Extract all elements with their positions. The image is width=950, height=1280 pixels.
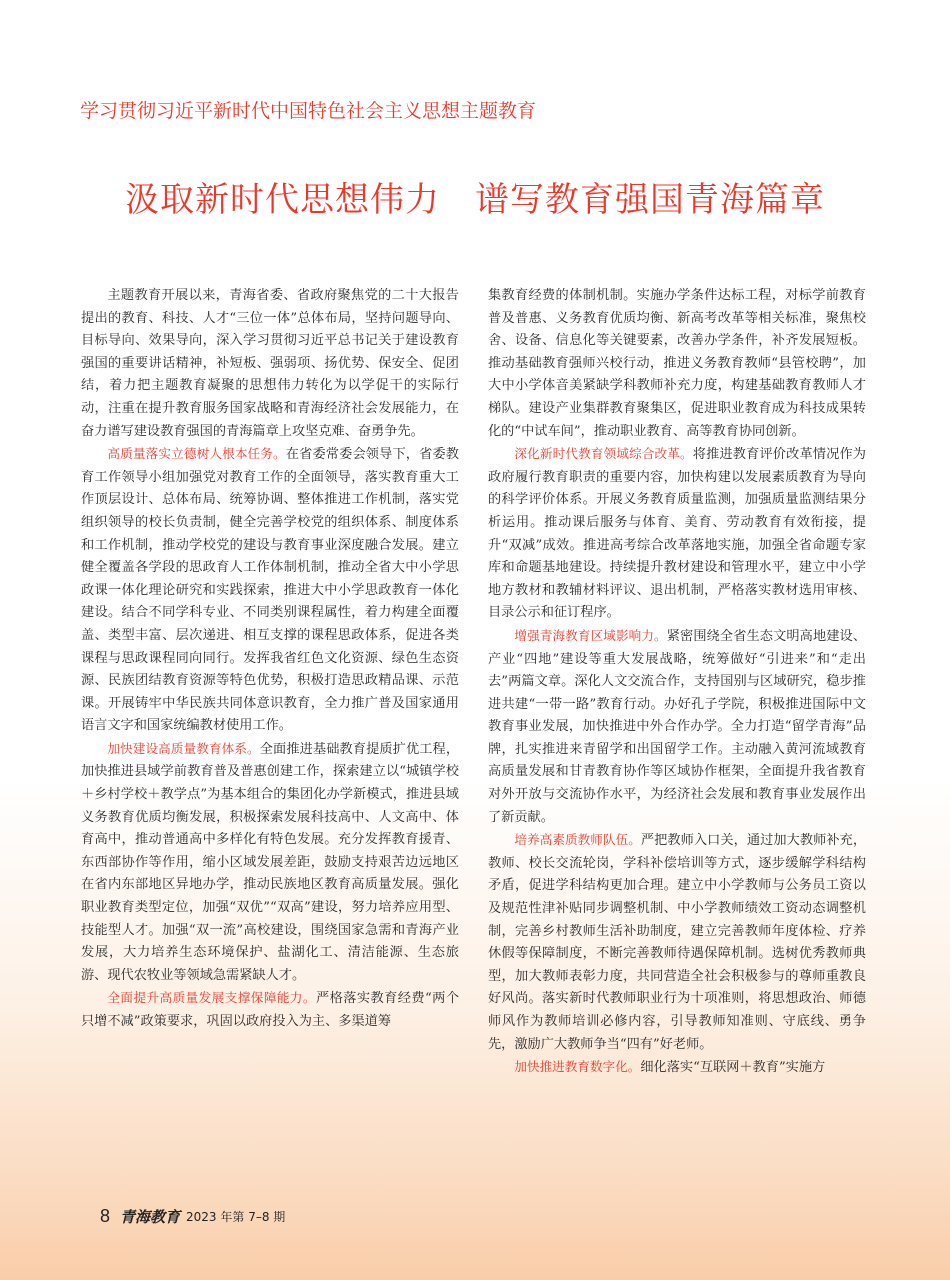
- section-paragraph: [488, 625, 866, 829]
- section-body: 在省委常委会领导下，省委教育工作领导小组加强党对教育工作的全面领导，落实教育重大工作顶层设计、总体布局、统筹协调、整体推进工作机制，落实党组织领导的校长负责制，健全完善学校党的组织体系、制度体系和工作机制，推动学校党的建设与教育事业深度融合发展。建立健全覆盖各学段的思政育人工作体制机制，推动全省大中小学思政课一体化理论研究和实践探索，推进大中小学思政教育一体化建设。结合不同学科专业、不同类别课程属性，着力构建全面覆盖、类型丰富、层次递进、相互支撑的课程思政体系，促进各类课程与思政课程同向同行。发挥我省红色文化资源、绿色生态资源、民族团结教育资源等特色优势，积极打造思政精品课、示范课。开展铸牢中华民族共同体意识教育，全力推广普及国家通用语言文字和国家统编教材使用工作。: [81, 447, 459, 734]
- section-heading: 培养高素质教师队伍。: [514, 832, 641, 848]
- section-paragraph: [81, 987, 459, 1033]
- section-body: 将推进教育评价改革情况作为政府履行教育职责的重要内容，加快构建以发展素质教育为导向的科学评价体系。开展义务教育质量监测，加强质量监测结果分析运用。推动课后服务与体育、美育、劳动教育有效衔接，提升“双减”成效。推进高考综合改革落地实施，加强全省命题专家库和命题基地建设。持续提升教材建设和管理水平，建立中小学地方教材和教辅材料评议、退出机制，严格落实教材选用审核、目录公示和征订程序。: [488, 447, 866, 621]
- section-heading: 深化新时代教育领域综合改革。: [514, 446, 693, 462]
- section-body: 紧密围绕全省生态文明高地建设、产业“四地”建设等重大发展战略，统筹做好“引进来”和“走出去”两篇文章。深化人文交流合作，支持国别与区域研究，稳步推进共建“一带一路”教育行动。办好孔子学院，积极推进国际中文教育事业发展，加快推进中外合作办学。全力打造“留学青海”品牌，扎实推进来青留学和出国留学工作。主动融入黄河流域教育高质量发展和甘青教育协作等区域协作框架，全面提升我省教育对外开放与交流协作水平，为经济社会发展和教育事业发展作出了新贡献。: [488, 628, 866, 825]
- section-heading: 加快推进教育数字化。: [514, 1059, 641, 1075]
- section-paragraph: [488, 1056, 866, 1080]
- left-column: [81, 285, 459, 1034]
- series-header: 学习贯彻习近平新时代中国特色社会主义思想主题教育: [80, 100, 537, 122]
- intro-paragraph: 主题教育开展以来，青海省委、省政府聚焦党的二十大报告提出的教育、科技、人才“三位一体”总体布局，坚持问题导向、目标导向、效果导向，深入学习贯彻习近平总书记关于建设教育强国的重要讲话精神，补短板、强弱项、扬优势、保安全、促团结，着力把主题教育凝聚的思想伟力转化为以学促干的实际行动，注重在提升教育服务国家战略和青海经济社会发展能力，在奋力谱写建设教育强国的青海篇章上攻坚克难、奋勇争先。: [81, 288, 459, 439]
- magazine-logo: 青海教育: [120, 1207, 181, 1226]
- section-paragraph: [488, 443, 866, 625]
- section-paragraph: [81, 738, 459, 988]
- section-heading: 加快建设高质量教育体系。: [107, 740, 260, 756]
- page-number: 8: [100, 1205, 111, 1226]
- issue-label: 2023 年第 7–8 期: [186, 1209, 286, 1224]
- section-heading: 全面提升高质量发展支撑保障能力。: [107, 990, 316, 1006]
- section-body: 细化落实“互联网＋教育”实施方: [640, 1060, 826, 1076]
- right-column: [488, 285, 866, 1080]
- section-body: 严把教师入口关，通过加大教师补充，教师、校长交流轮岗，学科补偿培训等方式，逐步缓解学科结构矛盾，促进学科结构更加合理。建立中小学教师与公务员工资以及规范性津补贴同步调整机制、中小学教师绩效工资动态调整机制，完善乡村教师生活补助制度，建立完善教师年度体检、疗养休假等保障制度，不断完善教师待遇保障机制。选树优秀教师典型，加大教师表彰力度，共同营造全社会积极参与的尊师重教良好风尚。落实新时代教师职业行为十项准则，将思想政治、师德师风作为教师培训必修内容，引导教师知准则、守底线、勇争先，激励广大教师争当“四有”好老师。: [488, 833, 867, 1052]
- continued-paragraph: 集教育经费的体制机制。实施办学条件达标工程，对标学前教育普及普惠、义务教育优质均衡、新高考改革等相关标准，聚焦校舍、设备、信息化等关键要素，改善办学条件，补齐发展短板。推动基础教育强师兴校行动，推进义务教育教师“县管校聘”，加大中小学体音美紧缺学科教师补充力度，构建基础教育教师人才梯队。建设产业集群教育聚集区，促进职业教育成为科技成果转化的“中试车间”，推动职业教育、高等教育协同创新。: [488, 288, 866, 439]
- section-body: 严格落实教育经费“两个只增不减”政策要求，巩固以政府投入为主、多渠道筹: [81, 991, 460, 1029]
- section-paragraph: [488, 829, 866, 1056]
- section-body: 全面推进基础教育提质扩优工程，加快推进县域学前教育普及普惠创建工作，探索建立以“城镇学校＋乡村学校＋教学点”为基本组合的集团化办学新模式，推进县域义务教育优质均衡发展，积极探索发展科技高中、人文高中、体育高中，推动普通高中多样化有特色发展。充分发挥教育援青、东西部协作等作用，缩小区域发展差距，鼓励支持艰苦边远地区在省内东部地区异地办学，推动民族地区教育高质量发展。强化职业教育类型定位，加强“双优”“双高”建设，努力培养应用型、技能型人才。加强“双一流”高校建设，围绕国家急需和青海产业发展，大力培养生态环境保护、盐湖化工、清洁能源、生态旅游、现代农牧业等领域急需紧缺人才。: [81, 741, 459, 983]
- section-heading: 增强青海教育区域影响力。: [514, 627, 667, 643]
- article-title: 汲取新时代思想伟力 谱写教育强国青海篇章: [125, 180, 825, 220]
- page-footer: [100, 1205, 285, 1227]
- section-heading: 高质量落实立德树人根本任务。: [107, 446, 286, 462]
- section-paragraph: [81, 443, 459, 738]
